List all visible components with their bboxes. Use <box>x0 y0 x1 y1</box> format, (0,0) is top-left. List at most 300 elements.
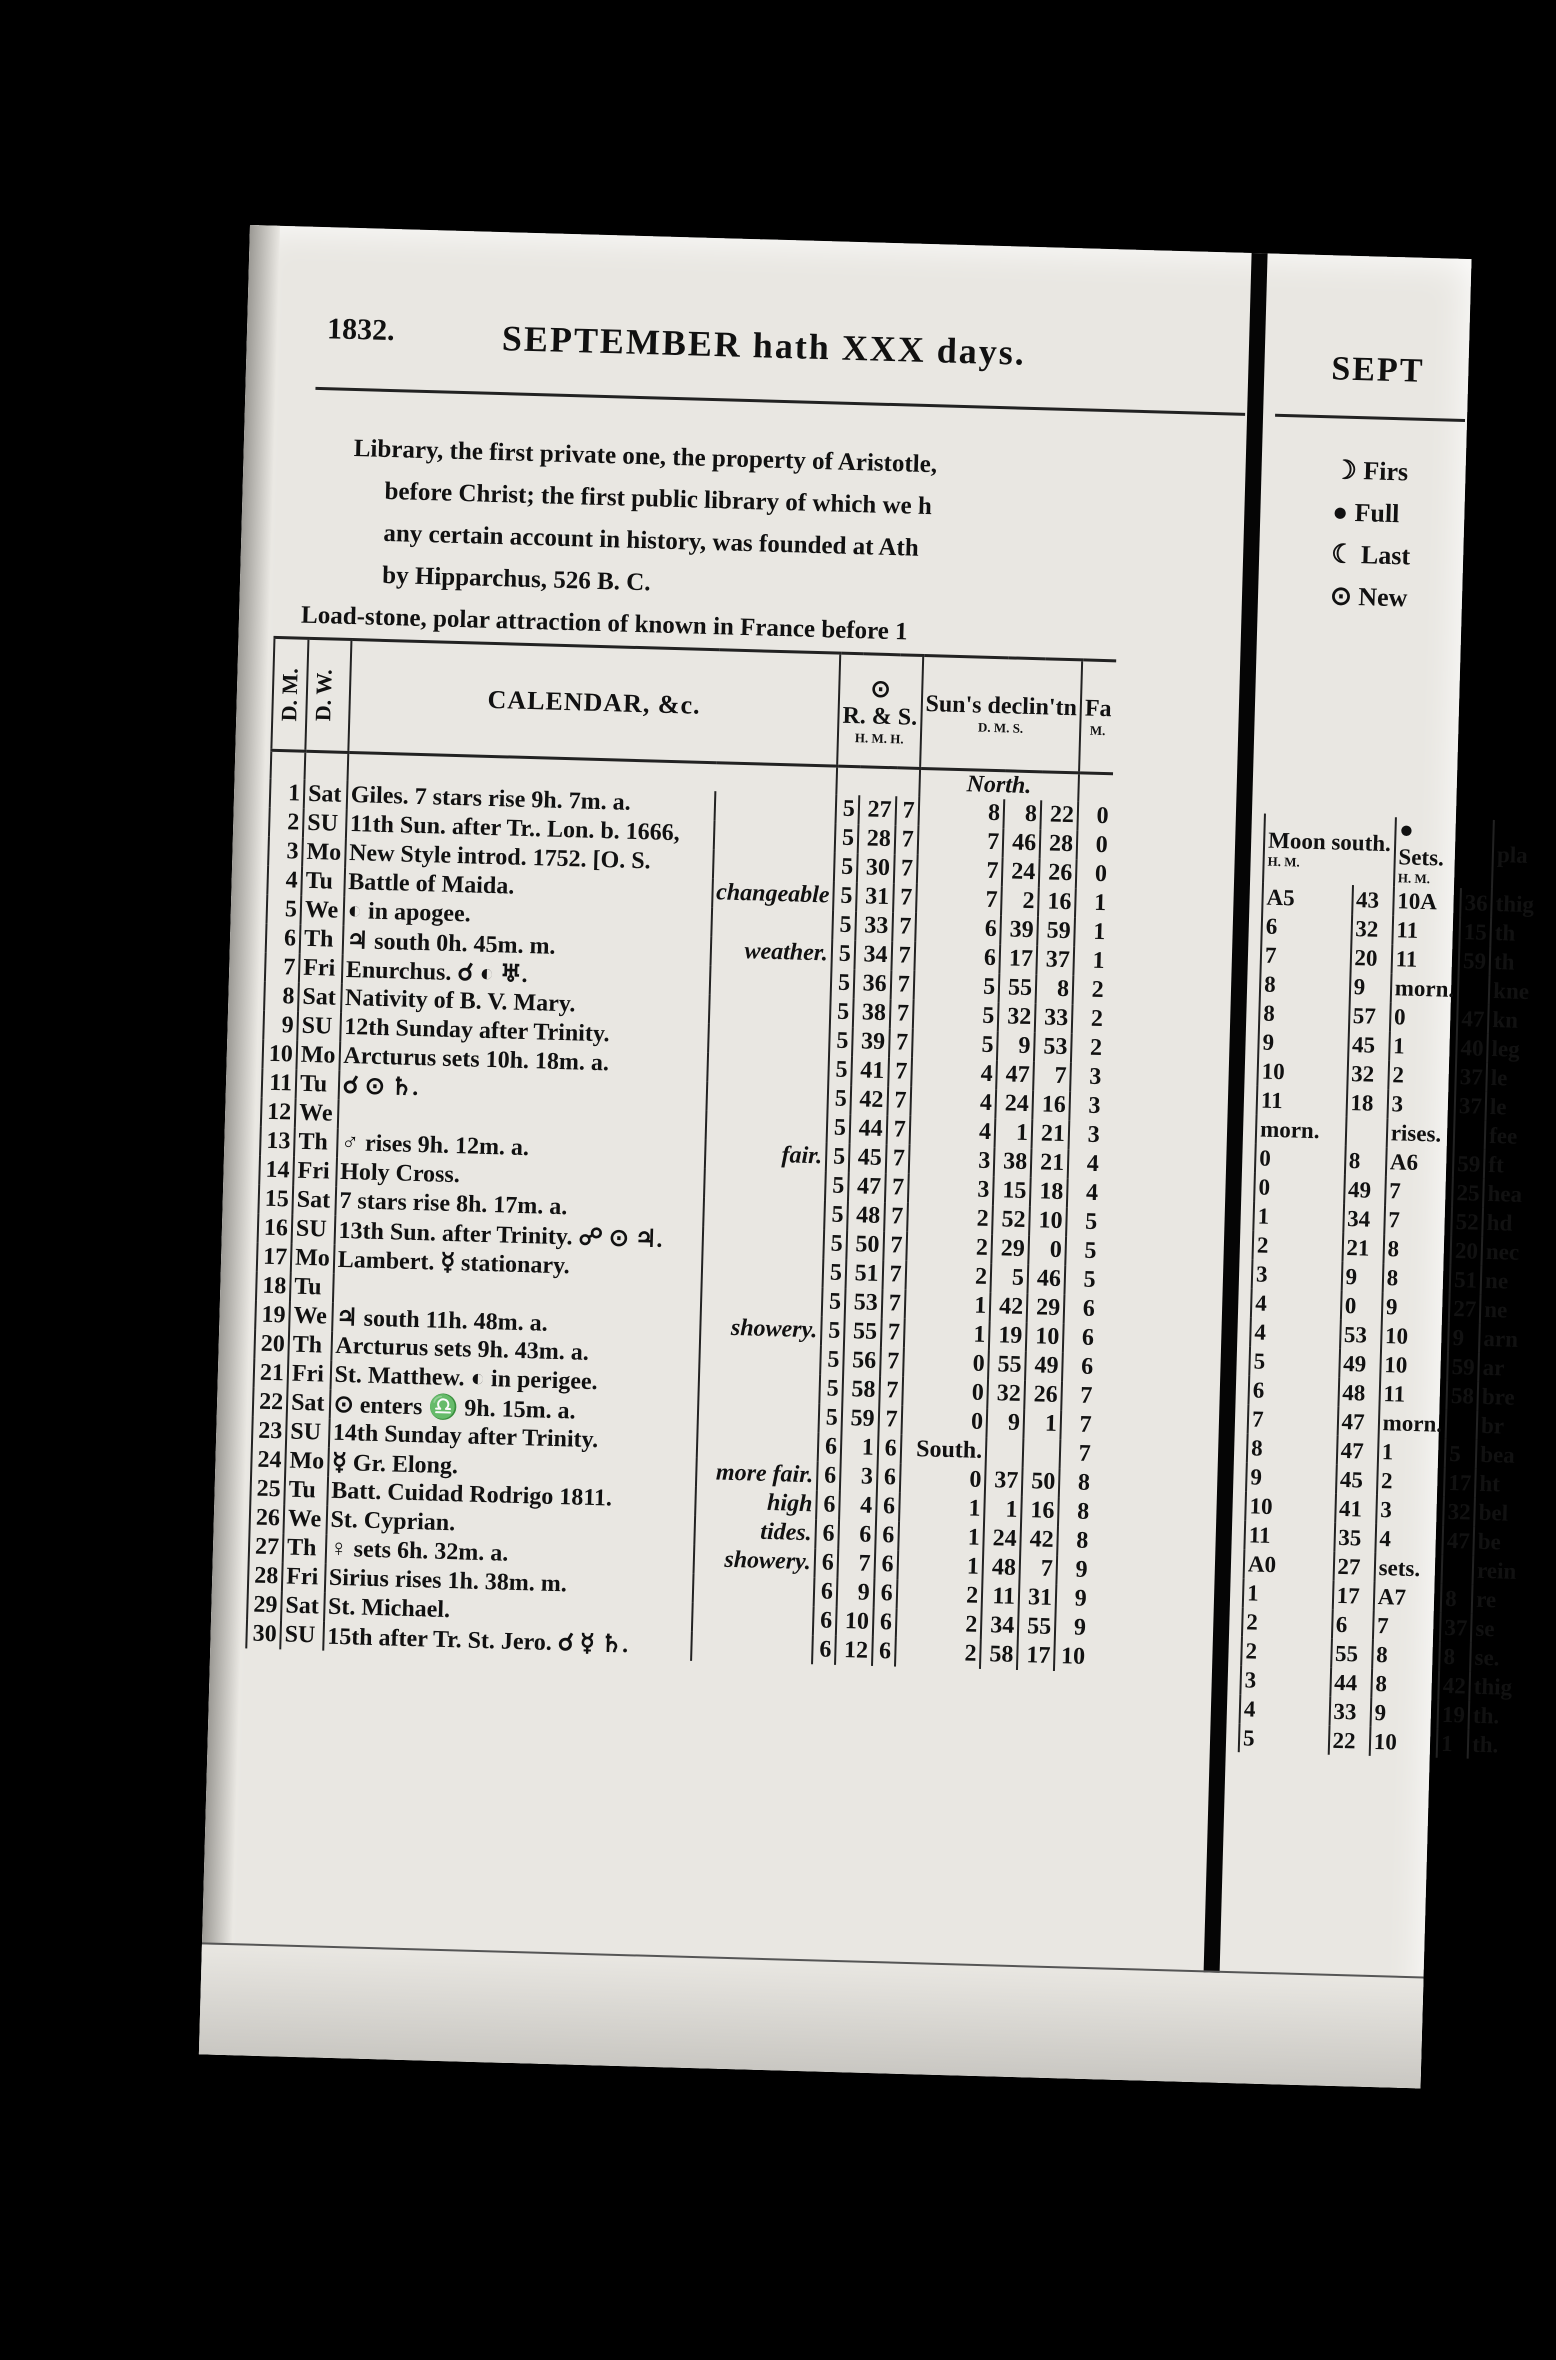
calendar-entry: ♃ south 0h. 45m. m. <box>342 926 711 965</box>
calendar-entry: 15th after Tr. St. Jero. ☌ ☿ ♄. <box>323 1622 692 1661</box>
moon-south-minute: 9 <box>1341 1262 1383 1292</box>
pla-cell: hd <box>1482 1208 1529 1238</box>
moon-sets-minute <box>1458 975 1490 1005</box>
moon-south-minute: 0 <box>1340 1291 1382 1321</box>
moon-south-hour: 0 <box>1254 1172 1344 1203</box>
sun-rise-hour: 5 <box>822 1287 846 1317</box>
moon-south-minute: 44 <box>1330 1668 1372 1698</box>
sun-rise-hour: 5 <box>818 1403 842 1433</box>
almanac-page <box>199 225 1535 2088</box>
moon-south-minute: 21 <box>1342 1233 1384 1263</box>
day-month-cell: 2 <box>269 808 304 838</box>
sun-rise-hour: 6 <box>813 1606 837 1636</box>
weather-note: fair. <box>705 1139 827 1171</box>
day-week-cell: Sat <box>281 1591 324 1621</box>
declination-minutes: 9 <box>997 1031 1035 1061</box>
moon-south-hour: 4 <box>1240 1694 1330 1725</box>
declination-degrees: 1 <box>898 1522 984 1553</box>
pla-cell: thig <box>1469 1672 1516 1702</box>
declination-minutes: 19 <box>989 1321 1027 1351</box>
day-month-cell: 23 <box>252 1417 287 1447</box>
day-month-cell: 9 <box>263 1011 298 1041</box>
moon-south-hour: 1 <box>1243 1578 1333 1609</box>
facing-page <box>1229 254 1535 2089</box>
sun-set-hour: 7 <box>891 941 915 971</box>
moon-sets-minute: 59 <box>1459 946 1491 976</box>
fa-cell: 0 <box>1077 801 1111 831</box>
declination-seconds: 7 <box>1019 1554 1057 1584</box>
declination-seconds: 53 <box>1034 1032 1072 1062</box>
sun-rise-minute: 55 <box>844 1317 882 1347</box>
sun-rise-minute: 31 <box>856 882 894 912</box>
sun-set-hour: 7 <box>883 1231 907 1261</box>
moon-sets-minute: 47 <box>1457 1004 1489 1034</box>
fa-cell: 4 <box>1068 1149 1102 1179</box>
weather-note <box>696 1429 818 1461</box>
moon-south-hour: 8 <box>1247 1433 1337 1464</box>
day-month-cell: 29 <box>247 1590 282 1620</box>
moon-south-minute: 45 <box>1348 1030 1390 1060</box>
moon-south-minute: 47 <box>1337 1407 1379 1437</box>
declination-degrees: 2 <box>907 1203 993 1234</box>
sun-set-hour: 7 <box>880 1347 904 1377</box>
calendar-entry: ◐ in apogee. <box>343 897 712 936</box>
day-month-cell: 18 <box>256 1272 291 1302</box>
moon-sets-hour: 1 <box>1377 1437 1445 1468</box>
day-week-cell: Mo <box>302 838 345 868</box>
moon-south-hour: 9 <box>1246 1462 1336 1493</box>
day-month-cell: 14 <box>259 1156 294 1186</box>
new-moon-icon: ⊙ <box>1329 581 1353 611</box>
moon-sets-minute <box>1454 1120 1486 1150</box>
day-month-cell: 26 <box>249 1504 284 1534</box>
fa-cell: 9 <box>1056 1584 1090 1614</box>
calendar-entry: 7 stars rise 8h. 17m. a. <box>335 1187 704 1226</box>
day-month-cell: 21 <box>254 1359 289 1389</box>
pla-cell: le <box>1486 1092 1533 1122</box>
declination-degrees: 4 <box>909 1116 995 1147</box>
declination-degrees: 3 <box>908 1174 994 1205</box>
fa-cell: 2 <box>1071 1033 1105 1063</box>
pla-cell: kne <box>1489 976 1536 1006</box>
sun-rise-minute: 28 <box>858 824 896 854</box>
moon-sets-minute: 1 <box>1437 1729 1469 1759</box>
weather-note <box>700 1284 822 1316</box>
sun-rise-hour: 5 <box>829 1027 853 1057</box>
moon-sets-hour: 3 <box>1376 1495 1444 1526</box>
pla-cell: ar <box>1478 1353 1525 1383</box>
declination-seconds: 7 <box>1033 1061 1071 1091</box>
moon-south-hour: 10 <box>1245 1491 1335 1522</box>
sun-rise-minute: 1 <box>841 1433 879 1463</box>
moon-south-hour: A5 <box>1262 883 1352 914</box>
moon-sets-minute: 37 <box>1455 1091 1487 1121</box>
moon-south-minute: 53 <box>1340 1320 1382 1350</box>
moon-sets-minute: 15 <box>1459 917 1491 947</box>
moon-south-hour: 10 <box>1257 1056 1347 1087</box>
moon-sets-hour: 11 <box>1379 1379 1447 1410</box>
moon-south-minute: 17 <box>1332 1581 1374 1611</box>
day-month-cell: 30 <box>246 1619 281 1649</box>
fa-cell: 7 <box>1060 1410 1094 1440</box>
moon-sets-hour: 7 <box>1384 1205 1452 1236</box>
declination-minutes: 1 <box>984 1495 1022 1525</box>
fa-cell: 8 <box>1059 1468 1093 1498</box>
calendar-entry: Holy Cross. <box>336 1158 705 1197</box>
sun-set-hour: 6 <box>873 1579 897 1609</box>
fa-cell: 8 <box>1057 1526 1091 1556</box>
intro-line: Library, the first private one, the property of Aristotle, <box>353 434 938 479</box>
sun-rise-hour: 5 <box>832 911 856 941</box>
weather-note: showery. <box>700 1313 822 1345</box>
pla-cell: kn <box>1488 1005 1535 1035</box>
moon-south-minute: 55 <box>1331 1639 1373 1669</box>
calendar-entry: ⊙ enters ♎ 9h. 15m. a. <box>329 1390 698 1429</box>
sun-rise-minute: 30 <box>857 853 895 883</box>
day-week-cell: SU <box>297 1012 340 1042</box>
day-month-cell: 20 <box>254 1330 289 1360</box>
sun-rise-minute: 4 <box>839 1491 877 1521</box>
day-week-cell: Mo <box>285 1446 328 1476</box>
moon-south-hour: 2 <box>1253 1230 1343 1261</box>
declination-minutes: 38 <box>994 1147 1032 1177</box>
sun-rise-minute: 45 <box>849 1143 887 1173</box>
declination-minutes: 48 <box>983 1553 1021 1583</box>
day-month-cell: 4 <box>267 866 302 896</box>
moon-sets-minute: 9 <box>1448 1323 1480 1353</box>
moon-south-minute: 33 <box>1329 1697 1371 1727</box>
day-month-cell: 7 <box>265 953 300 983</box>
weather-note <box>707 1052 829 1084</box>
sun-rise-minute: 36 <box>854 969 892 999</box>
sun-rise-hour: 5 <box>825 1171 849 1201</box>
sun-set-hour: 7 <box>889 1028 913 1058</box>
declination-seconds: 18 <box>1030 1177 1068 1207</box>
calendar-entry: ☿ Gr. Elong. <box>328 1448 697 1487</box>
moon-south-hour: 6 <box>1261 912 1351 943</box>
declination-seconds: 46 <box>1028 1264 1066 1294</box>
declination-degrees: 4 <box>911 1058 997 1089</box>
weather-note: tides. <box>694 1516 816 1548</box>
weather-note <box>699 1342 821 1374</box>
calendar-entry: 14th Sunday after Trinity. <box>329 1419 698 1458</box>
fa-cell: 9 <box>1055 1613 1089 1643</box>
day-week-cell: Tu <box>301 867 344 897</box>
intro-line: Load-stone, polar attraction of known in France before 1 <box>300 601 908 646</box>
moon-phase-first: ☽ Firs <box>1333 455 1409 487</box>
pla-cell: br <box>1477 1411 1524 1441</box>
sun-set-hour: 6 <box>875 1521 899 1551</box>
moon-sets-minute: 52 <box>1451 1207 1483 1237</box>
sun-rise-minute: 58 <box>842 1375 880 1405</box>
moon-sets-hour: 10 <box>1381 1321 1449 1352</box>
moon-sets-minute: 17 <box>1444 1468 1476 1498</box>
day-month-cell: 15 <box>258 1185 293 1215</box>
day-month-cell: 22 <box>253 1388 288 1418</box>
moon-icon: ● <box>1398 817 1415 844</box>
day-month-cell: 28 <box>248 1561 283 1591</box>
day-week-cell: SU <box>280 1620 323 1650</box>
declination-minutes: 42 <box>990 1292 1028 1322</box>
sun-set-hour: 7 <box>889 999 913 1029</box>
intro-line: by Hipparchus, 526 B. C. <box>381 561 651 597</box>
declination-minutes: 5 <box>991 1263 1029 1293</box>
moon-south-hour: 3 <box>1240 1665 1330 1696</box>
sun-rise-hour: 5 <box>827 1113 851 1143</box>
declination-degrees: 7 <box>917 826 1003 857</box>
declination-seconds: 10 <box>1026 1322 1064 1352</box>
declination-minutes: 32 <box>998 1002 1036 1032</box>
pla-cell: bre <box>1477 1382 1524 1412</box>
moon-south-hour: 11 <box>1257 1085 1347 1116</box>
moon-sets-minute: 47 <box>1442 1526 1474 1556</box>
calendar-entry: ☌ ⊙ ♄. <box>338 1071 707 1110</box>
moon-south-hour: morn. <box>1256 1114 1346 1145</box>
moon-south-hour: 3 <box>1252 1259 1342 1290</box>
sun-rise-hour: 6 <box>814 1577 838 1607</box>
pla-cell: fee <box>1485 1121 1532 1151</box>
moon-south-hour: 0 <box>1255 1143 1345 1174</box>
sun-rise-hour: 5 <box>830 998 854 1028</box>
sun-set-hour: 7 <box>885 1173 909 1203</box>
sun-rise-hour: 5 <box>828 1055 852 1085</box>
declination-minutes: 55 <box>988 1350 1026 1380</box>
sun-rise-hour: 5 <box>823 1229 847 1259</box>
moon-phase-full: ● Full <box>1332 497 1400 529</box>
day-week-cell: We <box>295 1099 338 1129</box>
declination-minutes: 55 <box>999 973 1037 1003</box>
day-week-cell: Sat <box>292 1186 335 1216</box>
moon-sets-hour: morn. <box>1390 973 1458 1004</box>
sun-set-hour: 7 <box>892 912 916 942</box>
moon-sets-minute: 51 <box>1450 1265 1482 1295</box>
sun-rise-hour: 5 <box>823 1258 847 1288</box>
sun-rise-hour: 5 <box>820 1345 844 1375</box>
calendar-entry: St. Cyprian. <box>326 1506 695 1545</box>
fa-cell: 1 <box>1074 917 1108 947</box>
fa-cell: 7 <box>1061 1381 1095 1411</box>
moon-table <box>1238 814 1540 1760</box>
sun-rise-hour: 5 <box>819 1374 843 1404</box>
pla-cell: th. <box>1469 1701 1516 1731</box>
day-week-cell: Th <box>283 1533 326 1563</box>
sun-set-hour: 6 <box>876 1492 900 1522</box>
fa-cell: 5 <box>1065 1265 1099 1295</box>
pla-cell: nec <box>1482 1237 1529 1267</box>
moon-south-hour: 4 <box>1251 1288 1341 1319</box>
col-day-week: D. W. <box>305 638 351 752</box>
sun-rise-hour: 6 <box>812 1635 836 1665</box>
moon-south-minute: 48 <box>1338 1378 1380 1408</box>
declination-seconds: 49 <box>1025 1351 1063 1381</box>
sun-set-hour: 7 <box>879 1376 903 1406</box>
declination-seconds: 26 <box>1039 858 1077 888</box>
day-month-cell: 25 <box>250 1475 285 1505</box>
pla-cell: thig <box>1491 889 1538 919</box>
moon-south-minute: 49 <box>1344 1175 1386 1205</box>
sun-rise-hour: 5 <box>835 824 859 854</box>
declination-minutes: 52 <box>992 1205 1030 1235</box>
moon-south-minute: 35 <box>1334 1523 1376 1553</box>
declination-minutes: 1 <box>995 1118 1033 1148</box>
weather-note <box>692 1574 814 1606</box>
sun-set-hour: 6 <box>874 1550 898 1580</box>
moon-south-hour: A0 <box>1244 1549 1334 1580</box>
facing-page-title: SEPT <box>1330 350 1425 390</box>
day-month-cell: 13 <box>260 1127 295 1157</box>
moon-header-row <box>1263 814 1540 891</box>
declination-degrees: 5 <box>912 1000 998 1031</box>
declination-seconds: 1 <box>1024 1409 1062 1439</box>
moon-sets-minute: 42 <box>1438 1671 1470 1701</box>
calendar-entry: Batt. Cuidad Rodrigo 1811. <box>327 1477 696 1516</box>
pla-cell: bea <box>1476 1440 1523 1470</box>
calendar-entry: 13th Sun. after Trinity. ☍ ⊙ ♃. <box>334 1216 703 1255</box>
sun-rise-minute: 42 <box>850 1085 888 1115</box>
calendar-entry: Arcturus sets 10h. 18m. a. <box>339 1042 708 1081</box>
moon-south-minute <box>1345 1117 1387 1147</box>
fa-cell: 5 <box>1066 1207 1100 1237</box>
pla-cell: leg <box>1487 1034 1534 1064</box>
col-moon-south: Moon south. H. M. <box>1263 814 1396 887</box>
declination-minutes: 15 <box>993 1176 1031 1206</box>
page-header <box>326 302 1237 387</box>
moon-sets-hour: 8 <box>1372 1640 1440 1671</box>
weather-note <box>711 907 833 939</box>
moon-south-minute: 32 <box>1351 914 1393 944</box>
declination-seconds: 16 <box>1021 1496 1059 1526</box>
day-month-cell: 27 <box>249 1532 284 1562</box>
fa-cell: 7 <box>1060 1439 1094 1469</box>
fa-cell: 3 <box>1070 1062 1104 1092</box>
day-week-cell: We <box>283 1504 326 1534</box>
weather-note: more fair. <box>696 1458 818 1490</box>
day-week-cell: SU <box>286 1417 329 1447</box>
col-calendar: CALENDAR, &c. <box>348 639 840 766</box>
sun-rise-minute: 39 <box>852 1027 890 1057</box>
sun-icon: ⊙ <box>870 676 892 704</box>
declination-seconds: 29 <box>1027 1293 1065 1323</box>
sun-rise-minute: 44 <box>850 1114 888 1144</box>
declination-minutes: 2 <box>1001 886 1039 916</box>
calendar-entry: Enurchus. ☌ ◐ ♅. <box>342 955 711 994</box>
fa-cell: 2 <box>1072 1004 1106 1034</box>
day-week-cell: Sat <box>298 983 341 1013</box>
calendar-entry: ♂ rises 9h. 12m. a. <box>337 1129 706 1168</box>
moon-sets-hour: morn. <box>1378 1408 1446 1439</box>
last-quarter-icon: ☾ <box>1330 539 1355 569</box>
sun-rise-hour: 6 <box>815 1519 839 1549</box>
pla-cell: bel <box>1474 1498 1521 1528</box>
sun-rise-hour: 5 <box>834 853 858 883</box>
moon-sets-hour: 11 <box>1391 944 1459 975</box>
sun-rise-minute: 7 <box>837 1549 875 1579</box>
moon-sets-hour: 10A <box>1393 886 1461 917</box>
sun-rise-hour: 6 <box>814 1548 838 1578</box>
weather-note <box>703 1197 825 1229</box>
declination-degrees: 8 <box>918 797 1004 828</box>
calendar-entry: ♀ sets 6h. 32m. a. <box>325 1535 694 1574</box>
pla-cell: th <box>1490 947 1537 977</box>
declination-seconds: 0 <box>1028 1235 1066 1265</box>
sun-set-hour: 7 <box>894 825 918 855</box>
declination-degrees: 5 <box>912 1029 998 1060</box>
declination-degrees: 0 <box>900 1464 986 1495</box>
declination-seconds: 59 <box>1037 916 1075 946</box>
declination-seconds: 21 <box>1031 1148 1069 1178</box>
pla-cell: le <box>1486 1063 1533 1093</box>
moon-south-minute: 8 <box>1344 1146 1386 1176</box>
declination-degrees: 3 <box>908 1145 994 1176</box>
sun-set-hour: 7 <box>885 1144 909 1174</box>
moon-south-minute: 32 <box>1347 1059 1389 1089</box>
moon-sets-minute: 5 <box>1445 1439 1477 1469</box>
sun-set-hour: 6 <box>877 1434 901 1464</box>
pla-cell: th. <box>1468 1730 1515 1760</box>
day-month-cell: 16 <box>258 1214 293 1244</box>
moon-south-minute: 45 <box>1336 1465 1378 1495</box>
moon-sets-minute: 37 <box>1440 1613 1472 1643</box>
pla-cell: hea <box>1483 1179 1530 1209</box>
declination-seconds: 28 <box>1040 829 1078 859</box>
day-month-cell: 24 <box>251 1446 286 1476</box>
moon-sets-minute: 59 <box>1453 1149 1485 1179</box>
weather-note <box>705 1110 827 1142</box>
declination-seconds: 50 <box>1022 1467 1060 1497</box>
declination-degrees: 2 <box>896 1580 982 1611</box>
declination-seconds: 26 <box>1024 1380 1062 1410</box>
sun-rise-minute: 53 <box>845 1288 883 1318</box>
day-week-cell: We <box>289 1302 332 1332</box>
sun-rise-minute: 59 <box>841 1404 879 1434</box>
sun-set-hour: 7 <box>881 1289 905 1319</box>
declination-degrees: 1 <box>904 1319 990 1350</box>
sun-set-hour: 7 <box>887 1086 911 1116</box>
moon-south-hour: 8 <box>1260 970 1350 1001</box>
intro-line: any certain account in history, was founded at Ath <box>383 519 920 562</box>
sun-rise-minute: 51 <box>845 1259 883 1289</box>
fa-cell: 4 <box>1067 1178 1101 1208</box>
moon-south-hour: 5 <box>1239 1723 1329 1754</box>
declination-degrees: 2 <box>895 1609 981 1640</box>
pla-cell: rein <box>1473 1556 1520 1586</box>
col-moon-sets: ● Sets. H. M. <box>1394 817 1494 889</box>
declination-minutes: 47 <box>996 1060 1034 1090</box>
pla-cell: se. <box>1470 1643 1517 1673</box>
col-fa: Fa M. <box>1079 660 1116 774</box>
moon-south-minute: 49 <box>1339 1349 1381 1379</box>
declination-minutes: 46 <box>1003 828 1041 858</box>
moon-sets-minute <box>1446 1410 1478 1440</box>
moon-south-hour: 6 <box>1248 1375 1338 1406</box>
declination-minutes: 58 <box>980 1640 1018 1670</box>
declination-degrees: 6 <box>915 913 1001 944</box>
sun-rise-hour: 5 <box>831 940 855 970</box>
moon-sets-hour: 7 <box>1373 1611 1441 1642</box>
sun-rise-minute: 47 <box>848 1172 886 1202</box>
declination-minutes <box>986 1437 1024 1467</box>
moon-sets-minute: 8 <box>1441 1584 1473 1614</box>
sun-rise-minute: 9 <box>837 1578 875 1608</box>
declination-degrees: 5 <box>913 971 999 1002</box>
moon-sets-minute: 37 <box>1455 1062 1487 1092</box>
sun-rise-minute: 50 <box>846 1230 884 1260</box>
moon-sets-hour: A7 <box>1373 1582 1441 1613</box>
fa-cell: 1 <box>1075 888 1109 918</box>
day-month-cell: 19 <box>255 1301 290 1331</box>
fa-cell: 2 <box>1073 975 1107 1005</box>
sun-rise-minute: 38 <box>853 998 891 1028</box>
